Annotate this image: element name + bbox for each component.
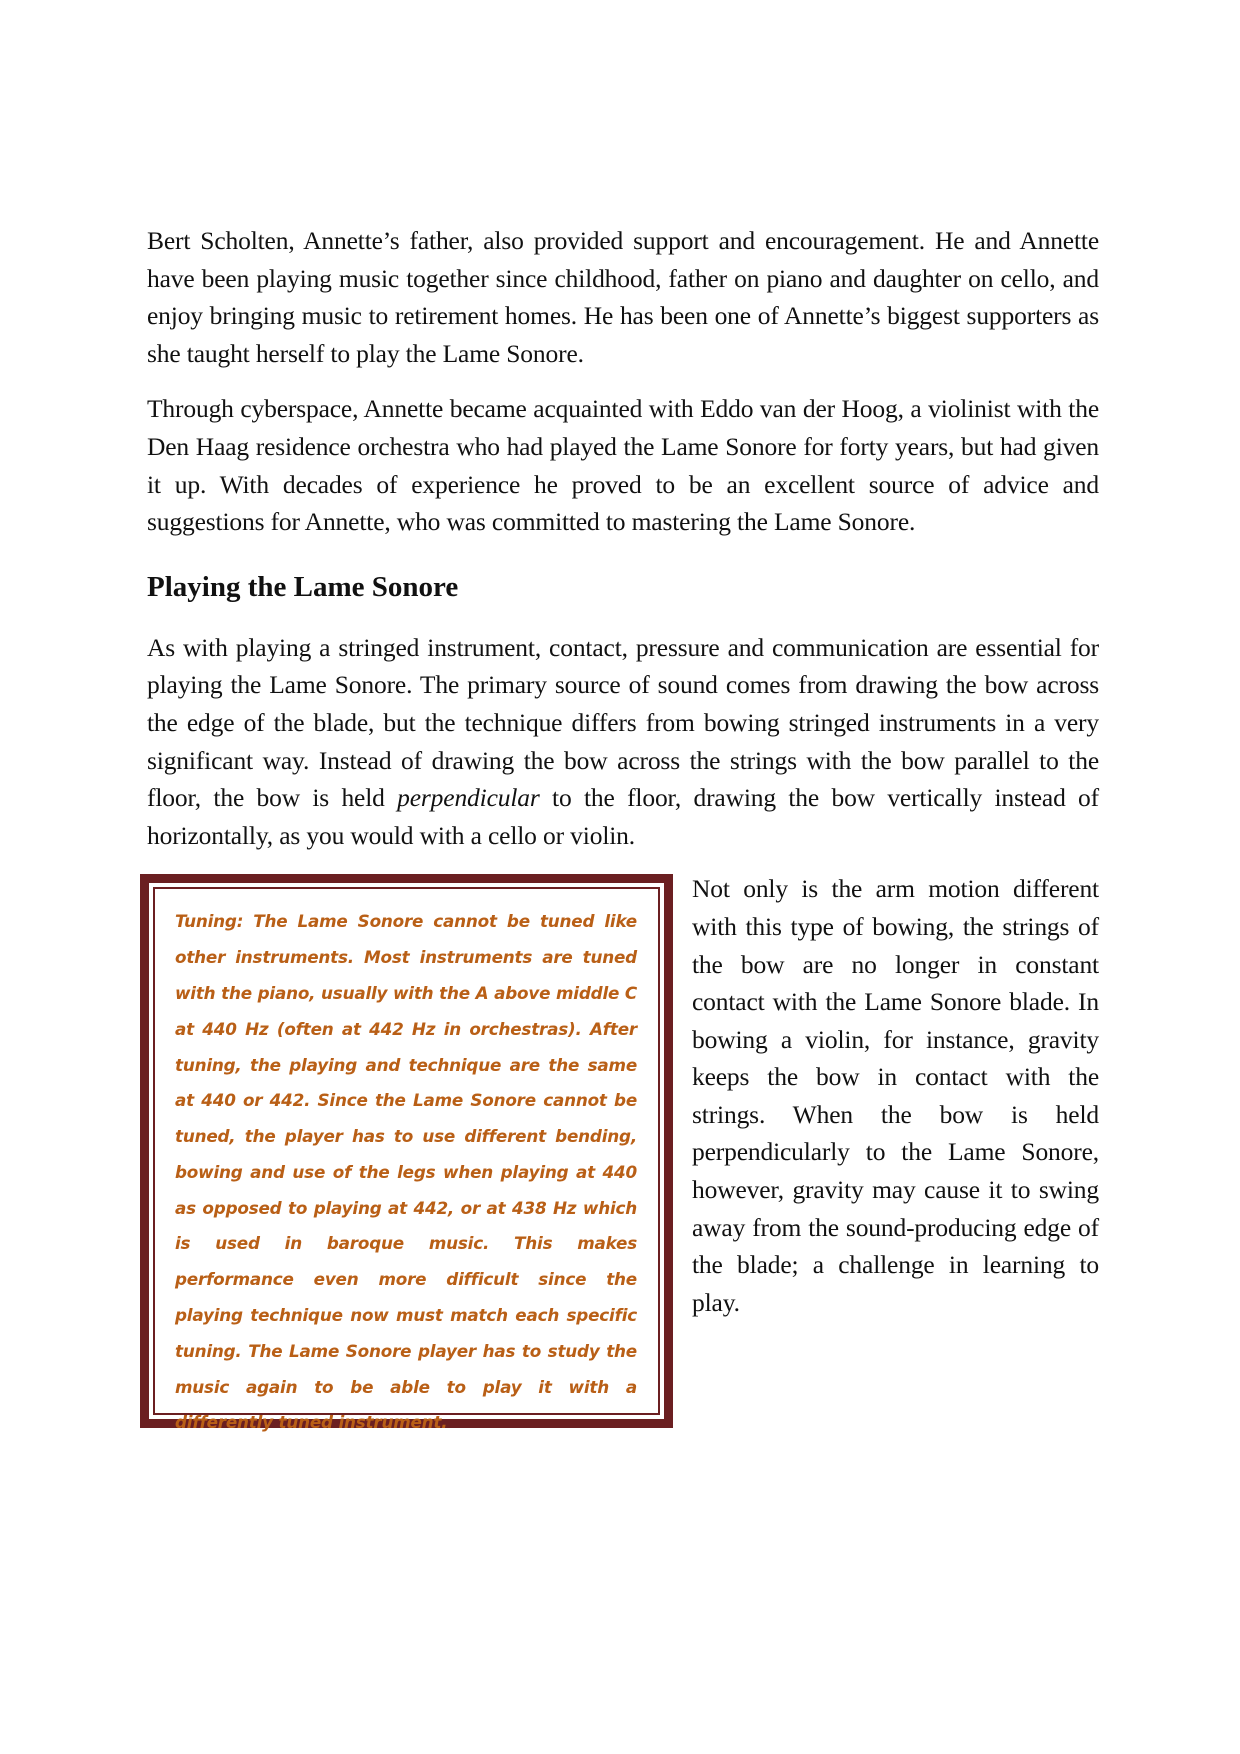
paragraph-text-end: to the floor, drawing the bow vertically instead of horizontally, as you would with a cello or violin. (147, 783, 1099, 850)
document-page (147, 222, 1099, 1434)
paragraph-playing-technique (147, 629, 1099, 855)
tuning-sidebar-box (140, 874, 673, 1433)
tuning-sidebar-text: Tuning: The Lame Sonore cannot be tuned like other instruments. Most instruments are tuned with the piano, usually with the A above middle C at 440 Hz (often at 442 Hz in orchestras). After tuning, the playing and technique are the same at 440 or 442. Since the Lame Sonore cannot be tuned, the player has to use different bending, bowing and use of the legs when playing at 440 as opposed to playing at 442, or at 438 Hz which is used in baroque music. This makes performance even more difficult since the playing technique now must match each specific tuning. The Lame Sonore player has to study the music again to be able to play it with a differently tuned instrument. (175, 911, 637, 1433)
paragraph-text-start: As with playing a stringed instrument, contact, pressure and communication are essential for playing the Lame Sonore. The primary source of sound comes from drawing the bow across the edge of the blade, but the technique differs from bowing stringed instruments in a very significant way. Instead of drawing the bow across the strings with the bow parallel to the floor, the bow is held (147, 632, 1099, 813)
emphasis-perpendicular: perpendicular (397, 783, 540, 813)
two-column-section (147, 874, 1099, 1434)
paragraph-father-support: Bert Scholten, Annette’s father, also provided support and encouragement. He and Annette have been playing music together since childhood, father on piano and daughter on cello, and enjoy bringing music to retirement homes. He has been one of Annette’s biggest supporters as she taught herself to play the Lame Sonore. (147, 226, 1099, 368)
paragraph-eddo-van-der-hoog: Through cyberspace, Annette became acquainted with Eddo van der Hoog, a violinist with the Den Haag residence orchestra who had played the Lame Sonore for forty years, but had given it up. With decades of experience he proved to be an excellent source of advice and suggestions for Annette, who was committed to mastering the Lame Sonore. (147, 394, 1099, 537)
section-heading: Playing the Lame Sonore (147, 570, 459, 603)
paragraph-arm-motion: Not only is the arm motion different with this type of bowing, the strings of the bow are no longer in constant contact with the Lame Sonore blade. In bowing a violin, for instance, gravity keeps the bow in contact with the strings. When the bow is held perpendicularly to the Lame Sonore, however, gravity may cause it to swing away from the sound-producing edge of the blade; a challenge in learning to play. (692, 874, 1099, 1317)
